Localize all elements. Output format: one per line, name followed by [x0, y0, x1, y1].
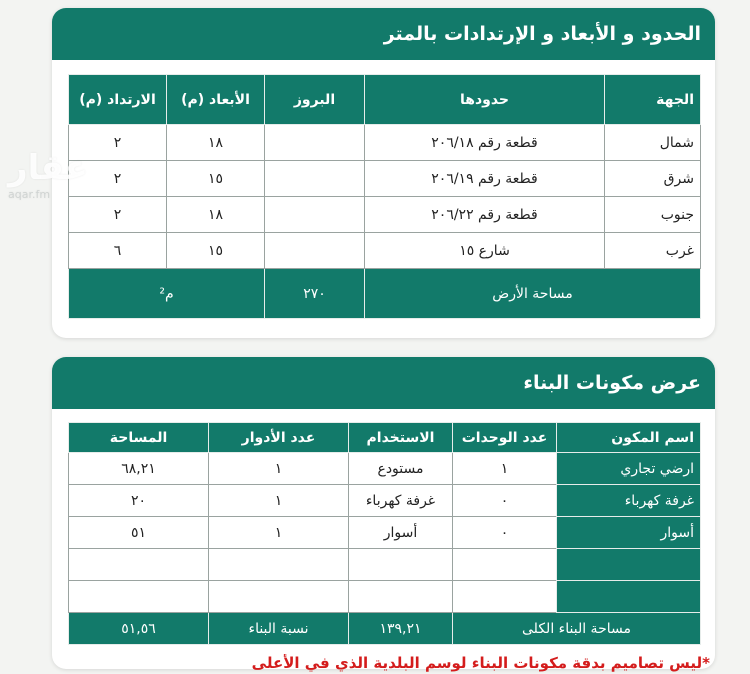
header-side: الجهة	[605, 75, 701, 125]
land-area-row	[69, 269, 701, 319]
header-projection: البروز	[265, 75, 365, 125]
cell-setback: ٢	[69, 161, 167, 197]
cell-area: ٦٨,٢١	[69, 453, 209, 485]
cell-component	[557, 581, 701, 613]
cell-component: ارضي تجاري	[557, 453, 701, 485]
disclaimer-note: *ليس تصاميم بدقة مكونات البناء لوسم البلدية الذي في الأعلى	[251, 654, 710, 672]
cell-dimensions: ١٨	[167, 197, 265, 233]
cell-units: ١	[453, 453, 557, 485]
table-row	[69, 197, 701, 233]
header-usage: الاستخدام	[349, 423, 453, 453]
ratio-value: ٥١,٥٦	[69, 613, 209, 645]
cell-projection	[265, 197, 365, 233]
table-row	[69, 581, 701, 613]
cell-usage: أسوار	[349, 517, 453, 549]
watermark-subtext: aqar.fm	[8, 188, 51, 201]
header-floors: عدد الأدوار	[209, 423, 349, 453]
header-area: المساحة	[69, 423, 209, 453]
total-area-value: ١٣٩,٢١	[349, 613, 453, 645]
table-row	[69, 161, 701, 197]
cell-units: ٠	[453, 517, 557, 549]
total-row	[69, 613, 701, 645]
land-area-value: ٢٧٠	[265, 269, 365, 319]
cell-component	[557, 549, 701, 581]
header-component: اسم المكون	[557, 423, 701, 453]
cell-bounds: قطعة رقم ٢٠٦/٢٢	[365, 197, 605, 233]
cell-area: ٥١	[69, 517, 209, 549]
cell-bounds: قطعة رقم ٢٠٦/١٩	[365, 161, 605, 197]
cell-usage	[349, 581, 453, 613]
boundaries-title: الحدود و الأبعاد و الإرتدادات بالمتر	[52, 8, 715, 60]
cell-usage	[349, 549, 453, 581]
cell-units	[453, 549, 557, 581]
cell-projection	[265, 161, 365, 197]
cell-usage: مستودع	[349, 453, 453, 485]
header-units: عدد الوحدات	[453, 423, 557, 453]
cell-dimensions: ١٥	[167, 233, 265, 269]
cell-floors: ١	[209, 453, 349, 485]
cell-component: أسوار	[557, 517, 701, 549]
cell-usage: غرفة كهرباء	[349, 485, 453, 517]
header-setback: الارتداد (م)	[69, 75, 167, 125]
cell-floors: ١	[209, 517, 349, 549]
header-bounds: حدودها	[365, 75, 605, 125]
cell-projection	[265, 125, 365, 161]
cell-bounds: شارع ١٥	[365, 233, 605, 269]
cell-side: شرق	[605, 161, 701, 197]
cell-area	[69, 549, 209, 581]
table-row	[69, 549, 701, 581]
cell-units	[453, 581, 557, 613]
table-row	[69, 125, 701, 161]
cell-floors	[209, 581, 349, 613]
building-table	[68, 422, 701, 645]
total-area-label: مساحة البناء الكلى	[453, 613, 701, 645]
cell-dimensions: ١٥	[167, 161, 265, 197]
cell-area: ٢٠	[69, 485, 209, 517]
table-row	[69, 453, 701, 485]
table-row	[69, 233, 701, 269]
cell-setback: ٢	[69, 197, 167, 233]
cell-component: غرفة كهرباء	[557, 485, 701, 517]
boundaries-table	[68, 74, 701, 319]
cell-side: غرب	[605, 233, 701, 269]
cell-projection	[265, 233, 365, 269]
cell-setback: ٢	[69, 125, 167, 161]
building-title: عرض مكونات البناء	[52, 357, 715, 409]
watermark-text: عقار	[8, 148, 89, 188]
land-area-label: مساحة الأرض	[365, 269, 701, 319]
table-row	[69, 517, 701, 549]
cell-floors: ١	[209, 485, 349, 517]
cell-setback: ٦	[69, 233, 167, 269]
watermark-logo	[8, 148, 88, 201]
header-dimensions: الأبعاد (م)	[167, 75, 265, 125]
cell-units: ٠	[453, 485, 557, 517]
cell-bounds: قطعة رقم ٢٠٦/١٨	[365, 125, 605, 161]
cell-dimensions: ١٨	[167, 125, 265, 161]
ratio-label: نسبة البناء	[209, 613, 349, 645]
cell-area	[69, 581, 209, 613]
land-area-unit: م²	[69, 269, 265, 319]
cell-side: جنوب	[605, 197, 701, 233]
cell-side: شمال	[605, 125, 701, 161]
cell-floors	[209, 549, 349, 581]
table-row	[69, 485, 701, 517]
